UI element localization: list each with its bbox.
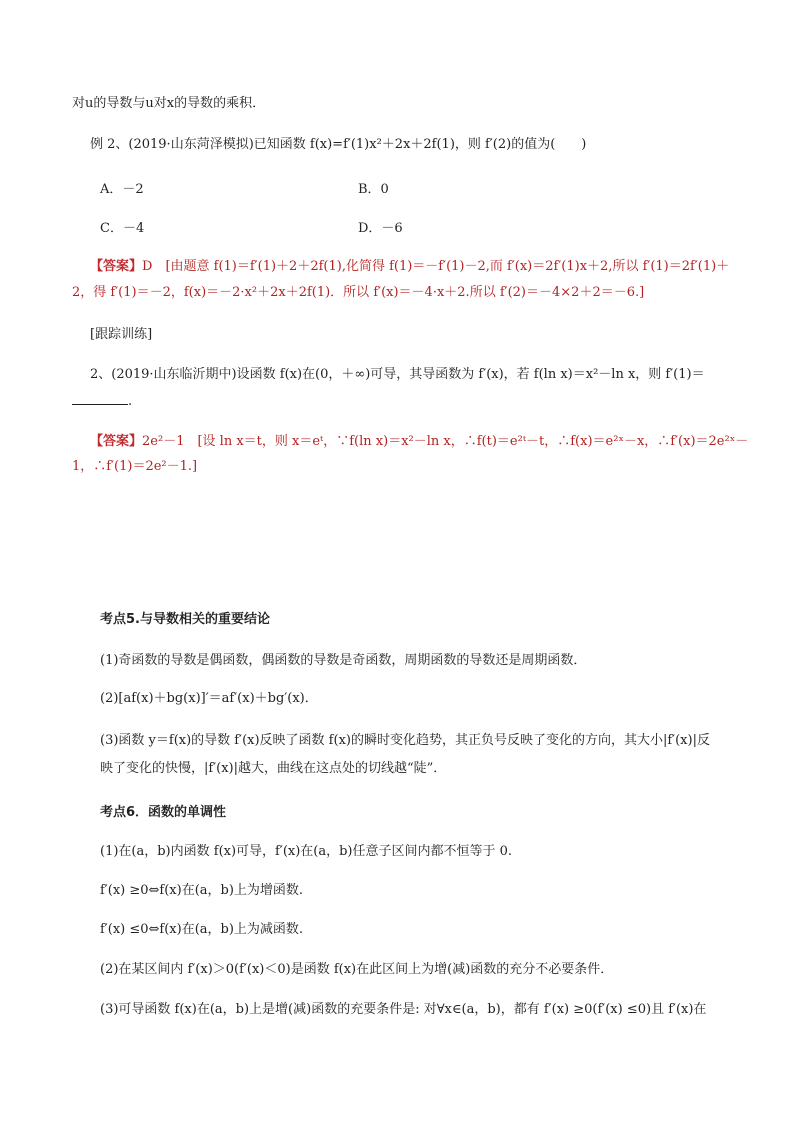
k5-point-3-line-1: (3)函数 y＝f(x)的导数 f′(x)反映了函数 f(x)的瞬时变化趋势，其正负号反映了变化的方向，其大小|f′(x)|反 <box>100 733 710 748</box>
answer-2-line-2: 1，∴f′(1)＝2e²－1.] <box>72 459 198 474</box>
example-question: 例 2、(2019·山东菏泽模拟)已知函数 f(x)=f′(1)x²＋2x＋2f(1)，则 f′(2)的值为( ) <box>90 137 587 152</box>
answer-2-line-1 <box>90 433 748 451</box>
question-2-line-1: 2、(2019·山东临沂期中)设函数 f(x)在(0，＋∞)可导，其导函数为 f′(x)，若 f(ln x)＝x²－ln x，则 f′(1)＝ <box>90 367 705 382</box>
answer-tag: 【答案】 <box>90 259 143 274</box>
k5-point-3-line-2: 映了变化的快慢，|f′(x)|越大，曲线在这点处的切线越“陡”． <box>100 761 447 776</box>
section-title-k6: 考点6．函数的单调性 <box>100 805 227 820</box>
option-b: B．0 <box>358 182 389 197</box>
option-c: C．－4 <box>100 221 145 236</box>
k5-point-2: (2)[af(x)＋bg(x)]′＝af′(x)＋bg′(x)． <box>100 691 318 706</box>
answer-blank <box>72 392 128 405</box>
answer-tag: 【答案】 <box>90 434 143 449</box>
option-d: D．－6 <box>358 221 403 236</box>
k6-point-1: (1)在(a，b)内函数 f(x)可导，f′(x)在(a，b)任意子区间内都不恒等于 0. <box>100 844 513 859</box>
text-line: 对u的导数与u对x的导数的乘积． <box>72 96 266 111</box>
answer-text: D [由题意 f(1)＝f′(1)＋2＋2f(1),化简得 f(1)＝－f′(1)－2,而 f′(x)＝2f′(1)x＋2,所以 f′(1)＝2f′(1)＋ <box>142 259 730 274</box>
follow-up-heading: [跟踪训练] <box>90 327 153 342</box>
k5-point-1: (1)奇函数的导数是偶函数，偶函数的导数是奇函数，周期函数的导数还是周期函数． <box>100 653 587 668</box>
answer-1-line-2: 2，得 f′(1)＝－2，f(x)＝－2·x²＋2x＋2f(1)．所以 f′(x)＝－4·x＋2.所以 f′(2)＝－4×2＋2＝－6.] <box>72 285 645 300</box>
k6-point-3: (3)可导函数 f(x)在(a，b)上是增(减)函数的充要条件是: 对∀x∈(a，b)，都有 f′(x) ≥0(f′(x) ≤0)且 f′(x)在 <box>100 1002 707 1017</box>
question-2-line-2 <box>72 392 132 411</box>
k6-increase: f′(x) ≥0⇔f(x)在(a，b)上为增函数. <box>100 883 304 898</box>
section-title-k5: 考点5.与导数相关的重要结论 <box>100 612 270 627</box>
answer-text: 2e²－1 [设 ln x＝t，则 x＝eᵗ，∵f(ln x)＝x²－ln x，∴f(t)＝e²ᵗ－t，∴f(x)＝e²ˣ－x，∴f′(x)＝2e²ˣ－ <box>142 434 749 449</box>
period: . <box>128 394 133 409</box>
k6-point-2: (2)在某区间内 f′(x)＞0(f′(x)＜0)是函数 f(x)在此区间上为增(减)函数的充分不必要条件． <box>100 962 614 977</box>
k6-decrease: f′(x) ≤0⇔f(x)在(a，b)上为减函数. <box>100 922 304 937</box>
option-a: A．－2 <box>100 182 144 197</box>
answer-1-line-1 <box>90 258 729 276</box>
